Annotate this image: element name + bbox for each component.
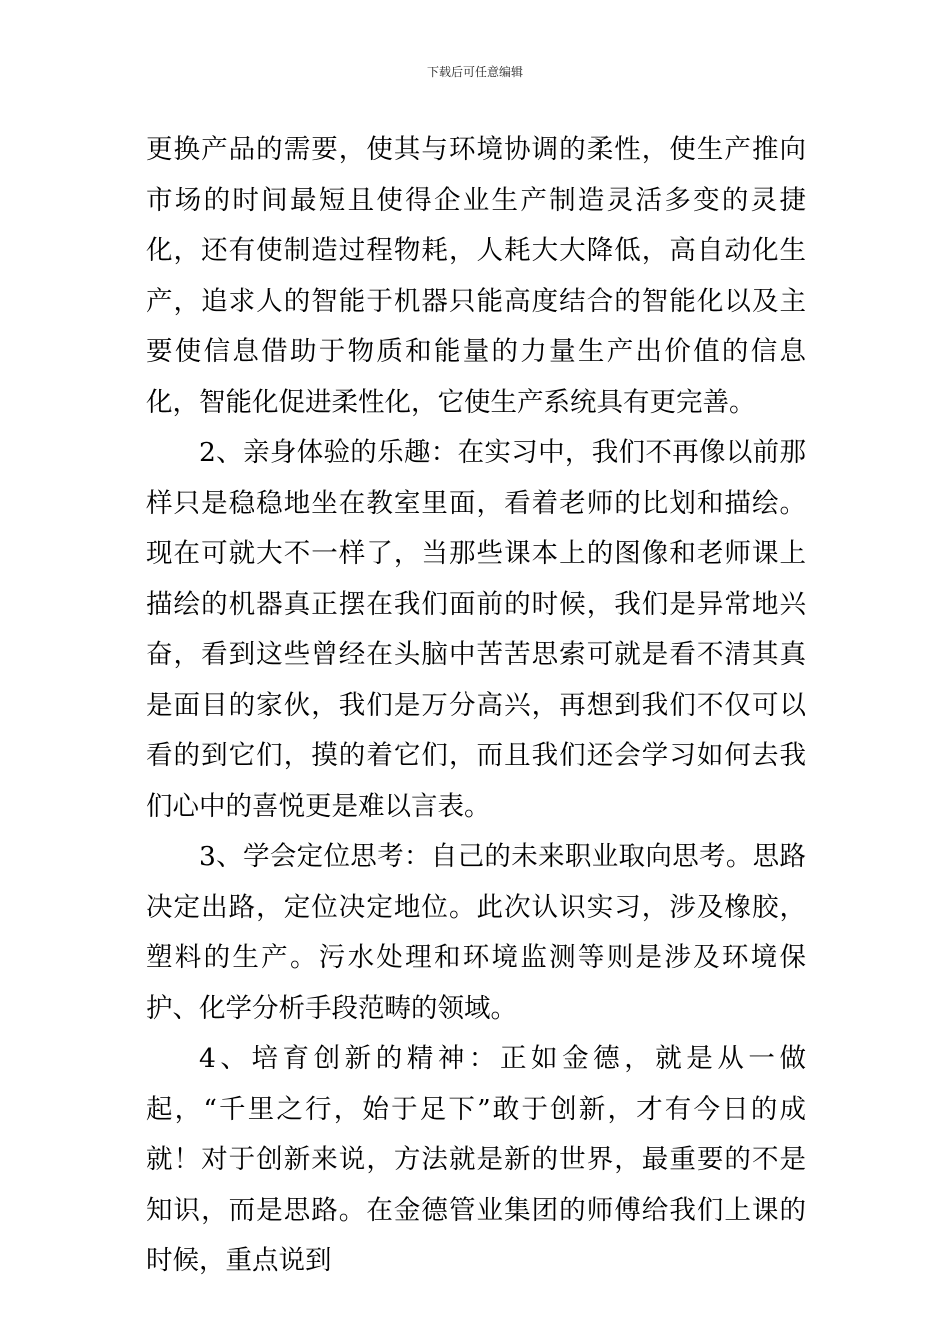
page-header: 下载后可任意编辑 — [426, 65, 523, 79]
paragraph-item-4: 4、培育创新的精神：正如金德，就是从一做起，“千里之行，始于足下”敢于创新，才有今日的成就！对于创新来说，方法就是新的世界，最重要的不是知识，而是思路。在金德管业集团的师傅给我们上课的时候，重点说到 — [146, 1043, 806, 1276]
paragraph-continuation: 更换产品的需要，使其与环境协调的柔性，使生产推向市场的时间最短且使得企业生产制造灵活多变的灵捷化，还有使制造过程物耗，人耗大大降低，高自动化生产，追求人的智能于机器只能高度结合的智能化以及主要使信息借助于物质和能量的力量生产出价值的信息化，智能化促进柔性化，它使生产系统具有更完善。 — [146, 134, 806, 418]
paragraph-item-3: 3、学会定位思考：自己的未来职业取向思考。思路决定出路，定位决定地位。此次认识实习，涉及橡胶，塑料的生产。污水处理和环境监测等则是涉及环境保护、化学分析手段范畴的领域。 — [146, 841, 806, 1024]
document-body — [146, 125, 806, 1287]
paragraph-item-2: 2、亲身体验的乐趣：在实习中，我们不再像以前那样只是稳稳地坐在教室里面，看着老师的比划和描绘。现在可就大不一样了，当那些课本上的图像和老师课上描绘的机器真正摆在我们面前的时候，我们是异常地兴奋，看到这些曾经在头脑中苦苦思索可就是看不清其真是面目的家伙，我们是万分高兴，再想到我们不仅可以看的到它们，摸的着它们，而且我们还会学习如何去我们心中的喜悦更是难以言表。 — [146, 437, 806, 822]
